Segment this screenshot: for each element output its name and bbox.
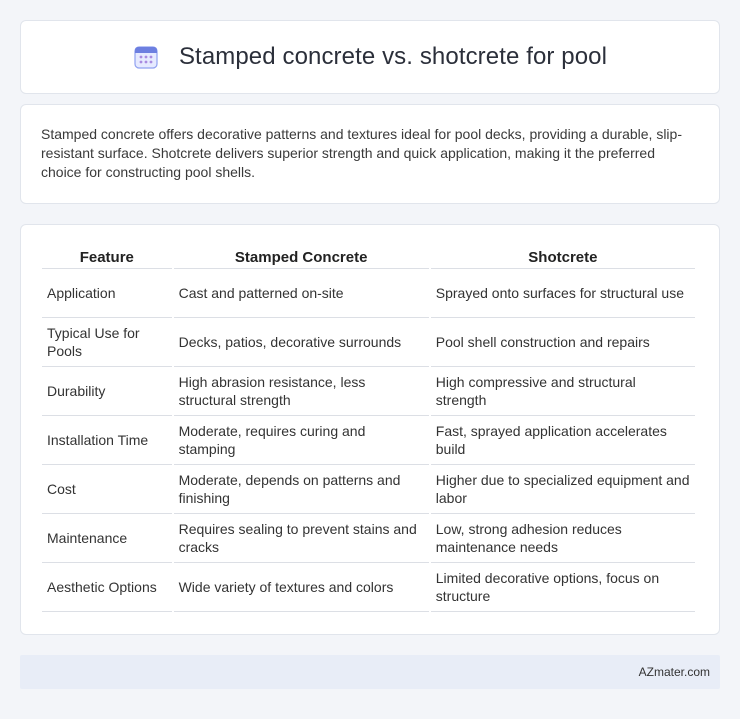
title-card <box>20 20 720 94</box>
feature-cell: Cost <box>42 465 172 514</box>
stamped-cell: High abrasion resistance, less structural strength <box>174 367 429 416</box>
comparison-card <box>20 224 720 635</box>
feature-cell: Installation Time <box>42 416 172 465</box>
stamped-cell: Cast and patterned on-site <box>174 269 429 318</box>
stamped-cell: Decks, patios, decorative surrounds <box>174 318 429 367</box>
shotcrete-cell: Limited decorative options, focus on structure <box>431 563 695 612</box>
table-row <box>42 367 695 416</box>
feature-cell: Typical Use for Pools <box>42 318 172 367</box>
stamped-cell: Moderate, requires curing and stamping <box>174 416 429 465</box>
shotcrete-cell: Sprayed onto surfaces for structural use <box>431 269 695 318</box>
table-header-row <box>42 245 695 269</box>
stamped-cell: Requires sealing to prevent stains and cracks <box>174 514 429 563</box>
table-row <box>42 514 695 563</box>
table-row <box>42 563 695 612</box>
feature-cell: Aesthetic Options <box>42 563 172 612</box>
stamped-cell: Moderate, depends on patterns and finishing <box>174 465 429 514</box>
summary-text: Stamped concrete offers decorative patterns and textures ideal for pool decks, providing a durable, slip-resistant surface. Shotcrete delivers superior strength and quick application, making it the preferred choice for constructing pool shells. <box>41 126 682 180</box>
shotcrete-cell: Fast, sprayed application accelerates build <box>431 416 695 465</box>
table-row <box>42 416 695 465</box>
table-row <box>42 465 695 514</box>
shotcrete-cell: Higher due to specialized equipment and labor <box>431 465 695 514</box>
comparison-table <box>40 245 697 612</box>
footer-bar <box>20 655 720 689</box>
shotcrete-cell: Pool shell construction and repairs <box>431 318 695 367</box>
calendar-icon <box>133 44 159 70</box>
page-title: Stamped concrete vs. shotcrete for pool <box>178 43 608 70</box>
column-header: Stamped Concrete <box>174 245 429 269</box>
stamped-cell: Wide variety of textures and colors <box>174 563 429 612</box>
feature-cell: Durability <box>42 367 172 416</box>
column-header: Shotcrete <box>431 245 695 269</box>
summary-card <box>20 104 720 204</box>
table-row <box>42 269 695 318</box>
shotcrete-cell: High compressive and structural strength <box>431 367 695 416</box>
feature-cell: Maintenance <box>42 514 172 563</box>
shotcrete-cell: Low, strong adhesion reduces maintenance needs <box>431 514 695 563</box>
table-row <box>42 318 695 367</box>
footer-brand: AZmater.com <box>638 665 710 679</box>
column-header: Feature <box>42 245 172 269</box>
feature-cell: Application <box>42 269 172 318</box>
